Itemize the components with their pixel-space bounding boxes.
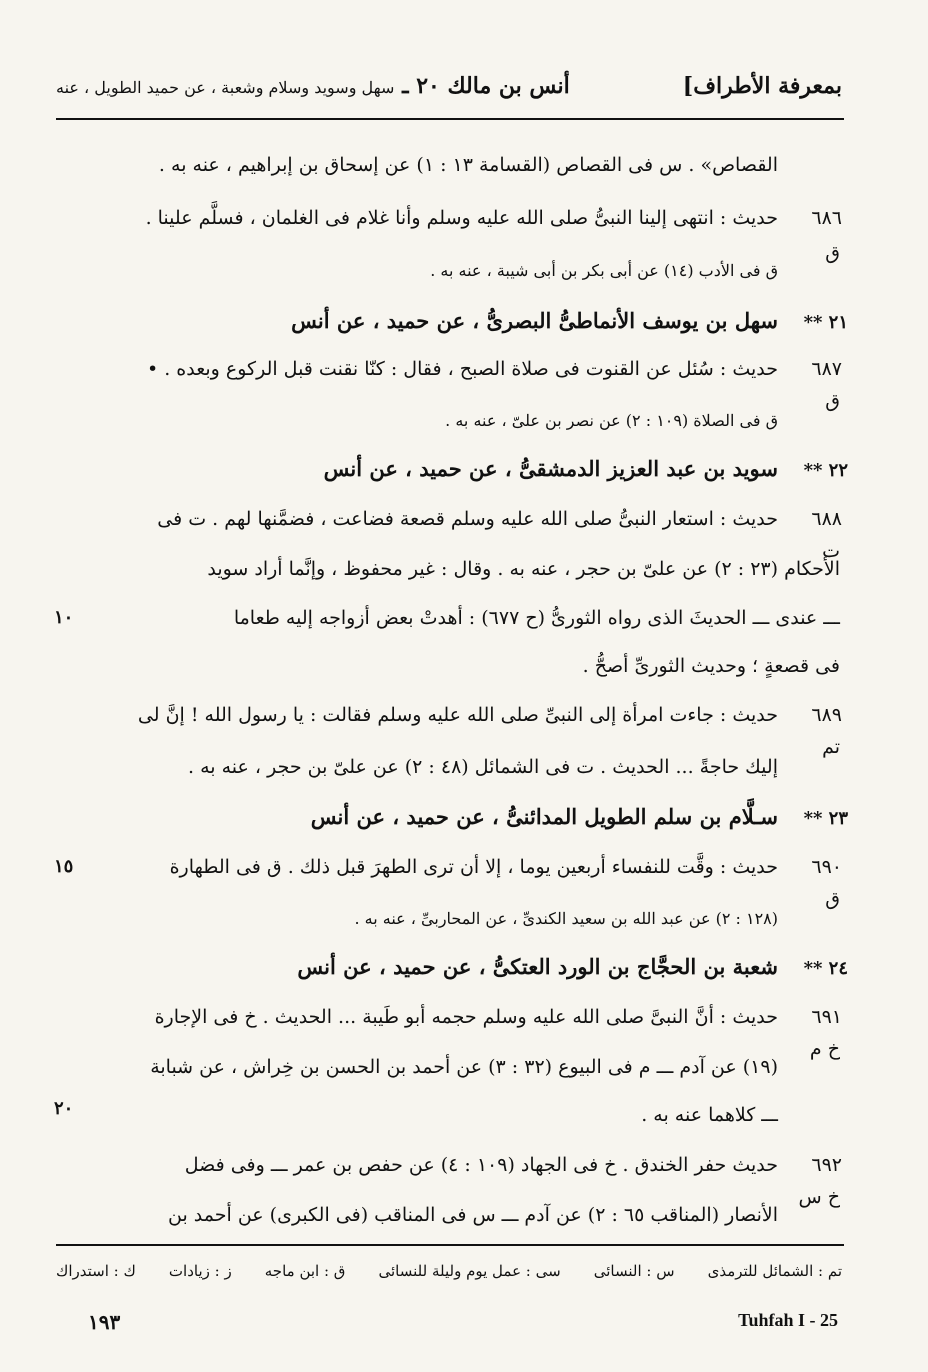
narrator-marker: ٢٣ **	[803, 808, 848, 829]
header-rule	[56, 118, 844, 120]
header-center-small: سهل وسويد وسلام وشعبة ، عن حميد الطويل ، عنه	[56, 78, 395, 97]
text-line: القصاص» . س فى القصاص (القسامة ١٣ : ١) عن إسحاق بن إبراهيم ، عنه به .	[158, 154, 778, 176]
text-line: (١٩) عن آدم ـــ م فى البيوع (٣٢ : ٣) عن أحمد بن الحسن بن خِراش ، عن شبابة	[150, 1056, 778, 1078]
text-line: ق فى الأدب (١٤) عن أبى بكر بن أبى شيبة ، عنه به .	[430, 261, 778, 280]
text-line: الأحكام (٢٣ : ٢) عن علىّ بن حجر ، عنه به . وقال : غير محفوظ ، وإنَّما أراد سويد	[207, 558, 840, 580]
header-center-bold: أنس بن مالك ٢٠ ـ	[402, 73, 570, 99]
entry-number: ٦٨٦	[811, 207, 842, 229]
entry-number: ٦٨٧	[811, 358, 842, 380]
footer-rule	[56, 1244, 844, 1246]
header-right: بمعرفة الأطراف]	[682, 73, 842, 99]
abbreviation-key	[56, 1256, 842, 1286]
entry-number: ٦٩٢	[811, 1154, 842, 1176]
text-line: حديث : أنَّ النبىَّ صلى الله عليه وسلم حجمه أبو طَيبة ... الحديث . خ فى الإجارة	[154, 1006, 778, 1028]
margin-line-number: ١٥	[54, 856, 74, 877]
abbrev-item: سى : عمل يوم وليلة للنسائى	[378, 1262, 561, 1280]
text-line: حديث : انتهى إلينا النبىُّ صلى الله عليه وسلم وأنا غلام فى الغلمان ، فسلَّم علينا .	[145, 207, 778, 229]
entry-code: خ س	[798, 1186, 840, 1208]
abbrev-item: ز : زيادات	[168, 1262, 232, 1280]
abbrev-item: تم : الشمائل للترمذى	[707, 1262, 842, 1280]
page-number: ١٩٣	[88, 1310, 121, 1334]
narrator-heading: سهل بن يوسف الأنماطىُّ البصرىُّ ، عن حميد ، عن أنس	[291, 308, 778, 333]
narrator-marker: ٢١ **	[803, 312, 848, 333]
entry-number: ٦٨٨	[811, 508, 842, 530]
narrator-heading: سويد بن عبد العزيز الدمشقىُّ ، عن حميد ، عن أنس	[323, 456, 778, 481]
abbrev-item: س : النسائى	[593, 1262, 675, 1280]
abbrev-item: ق : ابن ماجه	[264, 1262, 346, 1280]
text-line: حديث : جاءت امرأة إلى النبىِّ صلى الله عليه وسلم فقالت : يا رسول الله ! إنَّ لى	[137, 704, 778, 726]
text-line: حديث حفر الخندق . خ فى الجهاد (١٠٩ : ٤) عن حفص بن عمر ـــ وفى فضل	[184, 1154, 778, 1176]
narrator-marker: ٢٢ **	[803, 460, 848, 481]
entry-code: ق	[825, 242, 840, 264]
entry-code: ق	[825, 390, 840, 412]
running-header	[56, 60, 842, 112]
text-line: (١٢٨ : ٢) عن عبد الله بن سعيد الكندىِّ ، عن المحاربىِّ ، عنه به .	[354, 909, 778, 928]
text-line: الأنصار (المناقب ٦٥ : ٢) عن آدم ـــ س فى المناقب (فى الكبرى) عن أحمد بن	[168, 1204, 778, 1226]
margin-line-number: ١٠	[54, 607, 74, 628]
text-line: ق فى الصلاة (١٠٩ : ٢) عن نصر بن علىّ ، عنه به .	[445, 411, 778, 430]
entry-number: ٦٩٠	[811, 856, 842, 878]
entry-code: ت	[822, 540, 840, 562]
signature-mark: Tuhfah I - 25	[738, 1310, 838, 1330]
text-line: فى قصعةٍ ؛ وحديث الثورىِّ أصحُّ .	[582, 655, 840, 677]
entry-code: تم	[822, 736, 840, 758]
entry-number: ٦٨٩	[811, 704, 842, 726]
header-center	[56, 73, 570, 99]
margin-line-number: ٢٠	[54, 1098, 74, 1119]
entry-number: ٦٩١	[811, 1006, 842, 1028]
entry-code: خ م	[809, 1038, 840, 1060]
entry-code: ق	[825, 888, 840, 910]
narrator-heading: سـلَّام بن سلم الطويل المدائنىُّ ، عن حميد ، عن أنس	[310, 804, 778, 829]
text-line: حديث : استعار النبىُّ صلى الله عليه وسلم قصعة فضاعت ، فضمَّنها لهم . ت فى	[157, 508, 778, 530]
text-line: حديث : وقَّت للنفساء أربعين يوما ، إلا أن ترى الطهرَ قبل ذلك . ق فى الطهارة	[169, 856, 778, 878]
text-line: ـــ عندى ـــ الحديثَ الذى رواه الثورىُّ (ح ٦٧٧) : أهدتْ بعض أزواجه إليه طعاما	[233, 607, 840, 629]
text-line: إليك حاجةً ... الحديث . ت فى الشمائل (٤٨ : ٢) عن علىّ بن حجر ، عنه به .	[188, 756, 778, 778]
text-line: ـــ كلاهما عنه به .	[641, 1104, 778, 1126]
abbrev-item: ك : استدراك	[56, 1262, 136, 1280]
narrator-heading: شعبة بن الحجَّاج بن الورد العتكىُّ ، عن حميد ، عن أنس	[297, 954, 778, 979]
narrator-marker: ٢٤ **	[803, 958, 848, 979]
text-line: حديث : سُئل عن القنوت فى صلاة الصبح ، فقال : كنّا نقنت قبل الركوع وبعده . •	[146, 358, 778, 380]
